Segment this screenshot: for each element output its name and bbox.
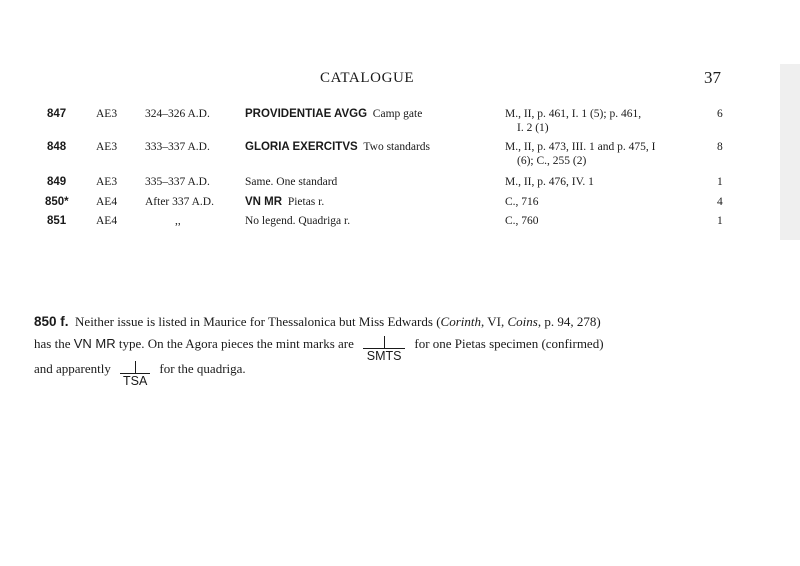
footnote-line-3: [34, 361, 246, 388]
footnote-legend: VN MR: [73, 336, 116, 351]
date-range: 333–337 A.D.: [145, 141, 210, 153]
footnote-text: for the quadriga.: [159, 361, 246, 376]
date-range: 335–337 A.D.: [145, 176, 210, 188]
reverse-type: Same. One standard: [245, 176, 338, 188]
reference: [505, 107, 641, 135]
catalogue-number: 848: [47, 141, 67, 153]
catalogue-number: 849: [47, 176, 67, 188]
page-header: [0, 70, 800, 90]
page-title: CATALOGUE: [320, 70, 415, 86]
specimen-count: 8: [717, 141, 723, 153]
page-edge-shadow: [780, 64, 800, 240]
footnote-italic: Corinth: [440, 314, 481, 329]
reverse-type: Pietas r.: [287, 196, 325, 208]
denomination: AE4: [96, 215, 118, 227]
footnote-line-1: [34, 314, 601, 330]
reverse-description: [245, 107, 422, 121]
footnote-label: 850 f.: [34, 314, 69, 329]
mint-mark-text: SMTS: [366, 349, 402, 363]
mint-mark-stem: [384, 336, 385, 348]
reverse-description: [245, 195, 324, 209]
reverse-type: Two standards: [363, 141, 431, 153]
reference-line-2: (6); C., 255 (2): [517, 155, 587, 167]
reverse-legend: GLORIA EXERCITVS: [245, 141, 358, 153]
reverse-type: No legend. Quadriga r.: [245, 215, 351, 227]
mint-mark-smts: [363, 336, 405, 363]
reference: C., 760: [505, 215, 539, 227]
footnote-line-2: [34, 336, 604, 363]
denomination: AE3: [96, 141, 118, 153]
reverse-type: Camp gate: [372, 108, 423, 120]
mint-mark-stem: [135, 361, 136, 373]
specimen-count: 1: [717, 176, 723, 188]
footnote-text: for one Pietas specimen (confirmed): [414, 336, 604, 351]
denomination: AE4: [96, 196, 118, 208]
date-ditto: ,,: [175, 215, 181, 227]
denomination: AE3: [96, 108, 118, 120]
date-range: After 337 A.D.: [145, 196, 214, 208]
page-number: 37: [704, 68, 721, 87]
catalogue-number: 847: [47, 108, 67, 120]
reverse-legend: VN MR: [245, 196, 283, 208]
footnote-italic: Coins: [507, 314, 538, 329]
catalogue-number: 851: [47, 215, 67, 227]
specimen-count: 4: [717, 196, 723, 208]
reference: M., II, p. 476, IV. 1: [505, 176, 594, 188]
catalogue-number: 850*: [45, 196, 69, 208]
specimen-count: 1: [717, 215, 723, 227]
footnote-text: and apparently: [34, 361, 111, 376]
reference-line-2: I. 2 (1): [517, 122, 549, 134]
date-range: 324–326 A.D.: [145, 108, 210, 120]
footnote-text: , p. 94, 278): [537, 314, 601, 329]
specimen-count: 6: [717, 108, 723, 120]
footnote-text: has the: [34, 336, 74, 351]
denomination: AE3: [96, 176, 118, 188]
footnote-text: , VI,: [481, 314, 508, 329]
mint-mark-text: TSA: [122, 374, 148, 388]
reference-line-1: M., II, p. 461, I. 1 (5); p. 461,: [505, 108, 642, 120]
reverse-description: [245, 140, 430, 154]
mint-mark-tsa: [120, 361, 150, 388]
reverse-description: [245, 214, 350, 228]
reverse-description: [245, 175, 337, 189]
reference: [505, 140, 655, 168]
reverse-legend: PROVIDENTIAE AVGG: [245, 108, 368, 120]
reference-line-1: M., II, p. 473, III. 1 and p. 475, I: [505, 141, 656, 153]
footnote-text: Neither issue is listed in Maurice for Thessalonica but Miss Edwards (: [75, 314, 441, 329]
footnote-text: type. On the Agora pieces the mint marks are: [115, 336, 354, 351]
reference: C., 716: [505, 196, 539, 208]
